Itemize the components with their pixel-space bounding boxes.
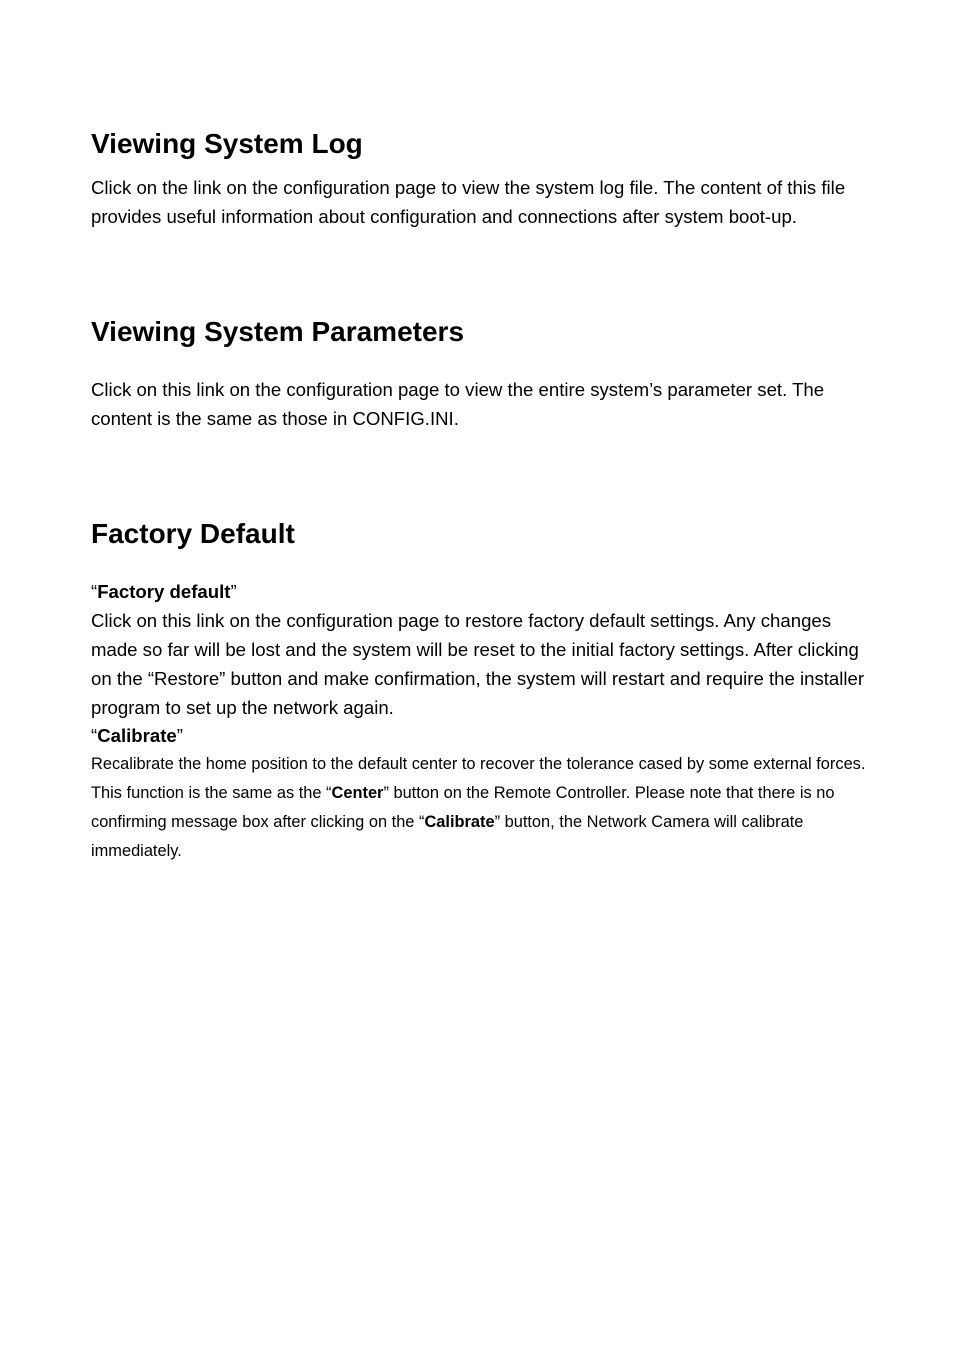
close-quote: ”	[230, 581, 237, 602]
factory-default-term: Factory default	[97, 581, 231, 602]
heading-viewing-system-parameters: Viewing System Parameters	[91, 316, 465, 347]
calibrate-text-part: ” button on the Remote Controller. Please note that there is no confirming message box after clicking on the “	[91, 784, 835, 831]
open-quote: “	[91, 581, 98, 602]
paragraph-system-log: Click on the link on the configuration page to view the system log file. The content of this file provides useful information about configuration and connections after system boot-up.	[91, 177, 846, 227]
calibrate-text-part: ” button, the Network Camera will calibrate immediately.	[91, 813, 804, 860]
center-button-term: Center	[331, 784, 384, 802]
factory-default-label	[91, 577, 237, 606]
calibrate-button-term: Calibrate	[424, 813, 495, 831]
close-quote: ”	[176, 725, 183, 746]
heading-factory-default: Factory Default	[91, 518, 295, 549]
paragraph-calibrate	[91, 750, 871, 866]
calibrate-term: Calibrate	[97, 725, 177, 746]
paragraph-system-parameters: Click on this link on the configuration page to view the entire system’s parameter set. The content is the same as those in CONFIG.INI.	[91, 379, 825, 429]
heading-viewing-system-log: Viewing System Log	[91, 128, 363, 159]
calibrate-text-part: Recalibrate the home position to the default center to recover the tolerance cased by some external forces. This function is the same as the “	[91, 755, 866, 802]
paragraph-factory-default: Click on this link on the configuration page to restore factory default settings. Any changes made so far will be lost and the system will be reset to the initial factory settings. After clicking on the “Restore” button and make confirmation, the system will restart and require the installer program to set up the network again.	[91, 610, 865, 718]
calibrate-label	[91, 721, 183, 750]
open-quote: “	[91, 725, 98, 746]
